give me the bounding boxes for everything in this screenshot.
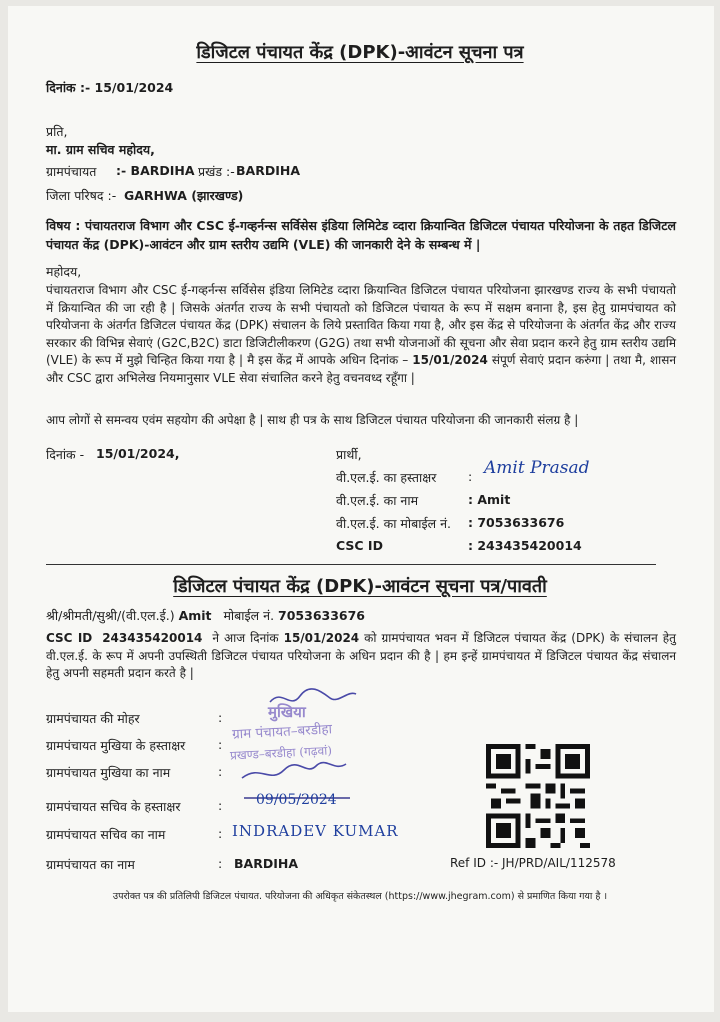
colon-seal: : (218, 710, 223, 725)
stamp-line1: मुखिया (268, 703, 306, 721)
field-label-secretary-sign: ग्रामपंचायत सचिव के हस्ताक्षर (46, 799, 181, 814)
csc-prefix: CSC ID (46, 631, 93, 645)
receipt-text2: को ग्रामपंचायत भवन में डिजिटल पंचायत केंद्र (DPK) के (364, 631, 620, 645)
subject: विषय : पंचायतराज विभाग और CSC ई-गव्हर्नन्स सर्विसेस इंडिया लिमिटेड व्दारा क्रियान्वित डिजिटल पंचायत परियोजना के तहत डिजिटल पंचायत केंद्र (DPK)-आवंटन और ग्राम स्तरीय उद्यमि (VLE) की जानकारी देने के सम्बन्ध में | (46, 218, 676, 252)
field-label-secretary-name: ग्रामपंचायत सचिव का नाम (46, 827, 166, 842)
field-label-panchayat-name: ग्रामपंचायत का नाम (46, 857, 135, 872)
receipt-text1: ने आज दिनांक (212, 631, 279, 645)
secretary-name-value: INDRADEV KUMAR (232, 822, 399, 840)
csc-id: 243435420014 (102, 631, 203, 645)
csc-id-label: CSC ID (336, 538, 383, 553)
vle-signature-colon: : (468, 469, 473, 484)
receipt-date: 15/01/2024 (283, 631, 360, 645)
qr-code-icon (486, 744, 590, 848)
field-label-seal: ग्रामपंचायत की मोहर (46, 711, 140, 726)
sign-date-label: दिनांक - (46, 447, 85, 462)
applicant-label: प्रार्थी, (336, 447, 362, 462)
district-label: जिला परिषद :- (46, 188, 117, 203)
vle-name-value: : Amit (468, 492, 511, 507)
footer-note: उपरोक्त पत्र की प्रतिलिपी डिजिटल पंचायत. परियोजना की अधिकृत संकेतस्थल (https://www.jhegram.com) से प्रमाणित किया गया है । (112, 891, 608, 902)
vle-mobile-value: : 7053633676 (468, 515, 565, 530)
panchayat-value: :- BARDIHA (116, 163, 195, 178)
vle-mobile-label: वी.एल.ई. का मोबाईल नं. (336, 516, 452, 531)
body-paragraph (46, 282, 676, 388)
vle-name: Amit (178, 608, 212, 623)
field-label-mukhiya-sign: ग्रामपंचायत मुखिया के हस्ताक्षर (46, 738, 186, 753)
block-label: प्रखंड :- (198, 164, 235, 179)
handwritten-date: 09/05/2024 (256, 792, 337, 808)
body-text-pre: पंचायतराज विभाग और CSC ई-गव्हर्नन्स सर्विसेस इंडिया लिमिटेड व्दारा क्रियान्वित डिजिटल पंचायत परियोजना झारखण्ड राज्य के सभी पंचायतो में क्रियान्वित की जा रही है | जिसके अंतर्गत राज्य के सभी पंचायतो को डिजिटल पंचायत के रूप में सक्षम बनाना है, इस हेतु ग्रामपंचायत को परियोजना के अंतर्गत डिजिटल पंचायत केंद्र (DPK) संचालन के लिये प्रस्तावित किया गया है, और इस केंद्र से परियोजना के अंतर्गत केंद्र और राज्य सरकार की विभिन्न सेवाएं (G2C,B2C) डाटा डिजिटीलीकरण (G2G) तथा सभी योजनाओं की सूचना और सेवा प्रदान करने हेतु ग्राम स्तरीय उद्यमि (VLE) के रूप में मुझे चिन्हित किया गया है | मै इस केंद्र में आपके अधिन दिनांक – (46, 283, 676, 368)
vle-signature-label: वी.एल.ई. का हस्ताक्षर (336, 470, 437, 485)
receipt-vle-line (46, 607, 365, 624)
panchayat-label: ग्रामपंचायत (46, 164, 97, 179)
block-value: BARDIHA (236, 163, 300, 178)
stamp-line3: प्रखण्ड–बरडीहा (गढ़वां) (229, 743, 333, 763)
district-value: GARHWA (झारखण्ड) (124, 188, 244, 203)
field-label-mukhiya-name: ग्रामपंचायत मुखिया का नाम (46, 765, 171, 780)
addressee: मा. ग्राम सचिव महोदय, (46, 142, 155, 157)
csc-id-value: : 243435420014 (468, 538, 582, 553)
letter-title: डिजिटल पंचायत केंद्र (DPK)-आवंटन सूचना पत्र (196, 42, 524, 63)
vle-mobile: 7053633676 (278, 608, 366, 623)
sign-date-value: 15/01/2024, (96, 446, 180, 461)
receipt-paragraph (46, 630, 676, 683)
to-line: प्रति, (46, 124, 68, 139)
colon-secretary-name: : (218, 826, 223, 841)
vle-signature: Amit Prasad (484, 458, 590, 478)
panchayat-name-value: BARDIHA (234, 856, 298, 871)
colon-secretary-sign: : (218, 798, 223, 813)
mobile-label: मोबाईल नं. (223, 608, 275, 623)
receipt-text-rest: संचालन हेतु वी.एल.ई. के रूप में अपनी उपस्थिती डिजिटल पंचायत परियोजना के अधिन प्रदान की है | हम इन्हें ग्रामपंचायत में डिजिटल पंचायत केंद्र संचालन हेतु अपनी सहमती प्रदान करते है | (46, 631, 676, 681)
stamp-line2: ग्राम पंचायत–बरडीहा (231, 721, 333, 743)
cooperation-note: आप लोगों से समन्वय एवंम सहयोग की अपेक्षा है | साथ ही पत्र के साथ डिजिटल पंचायत परियोजना की जानकारी संलग्र है | (46, 413, 579, 427)
colon-panchayat-name: : (218, 856, 223, 871)
salutation: महोदय, (46, 264, 82, 279)
body-text-post: संपूर्ण सेवाएं प्रदान करुंगा | तथा मै, शासन और CSC द्वारा अभिलेख नियमानुसार VLE सेवा संचालित करने हेतु वचनवध्द रहूँगा | (46, 353, 676, 385)
vle-name-label: वी.एल.ई. का नाम (336, 493, 419, 508)
vle-prefix: श्री/श्रीमती/सुश्री/(वी.एल.ई.) (46, 608, 175, 623)
letter-date: दिनांक :- 15/01/2024 (46, 80, 174, 95)
receipt-title: डिजिटल पंचायत केंद्र (DPK)-आवंटन सूचना पत्र/पावती (173, 576, 547, 597)
divider (46, 564, 656, 565)
colon-mukhiya-name: : (218, 764, 223, 779)
body-date: 15/01/2024 (412, 353, 488, 368)
ref-id: Ref ID :- JH/PRD/AIL/112578 (450, 856, 616, 870)
colon-mukhiya-sign: : (218, 737, 223, 752)
